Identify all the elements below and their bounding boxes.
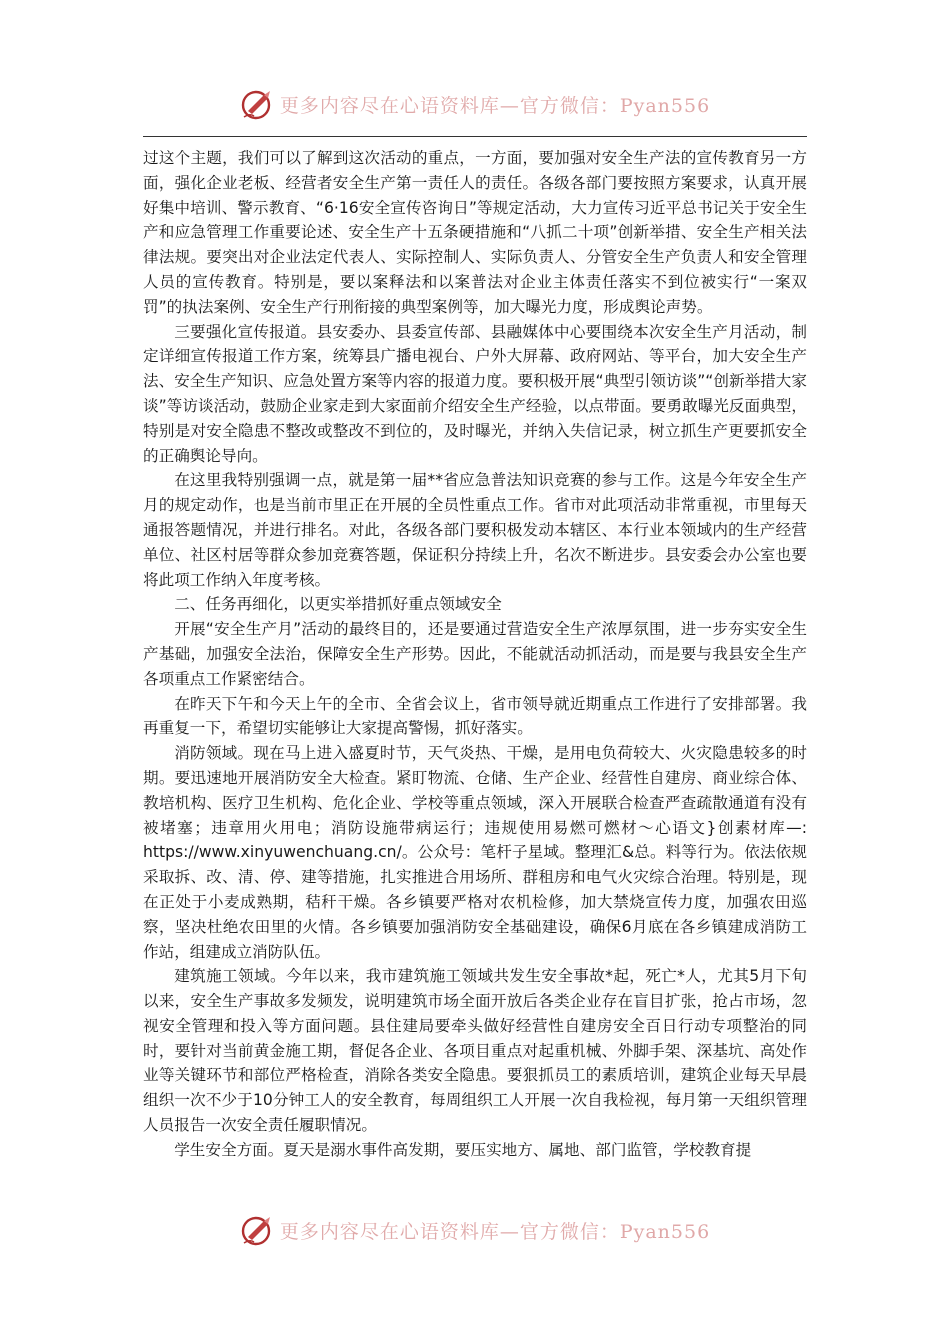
paragraph: 过这个主题，我们可以了解到这次活动的重点，一方面，要加强对安全生产法的宣传教育另一方面，强化企业老板、经营者安全生产第一责任人的责任。各级各部门要按照方案要求，认真开展好集中培训、警示教育、“6·16安全宣传咨询日”等规定活动，大力宣传习近平总书记关于安全生产和应急管理工作重要论述、安全生产十五条硬措施和“八抓二十项”创新举措、安全生产相关法律法规。要突出对企业法定代表人、实际控制人、实际负责人、分管安全生产负责人和安全管理人员的宣传教育。特别是，要以案释法和以案普法对企业主体责任落实不到位被实行“一案双罚”的执法案例、安全生产行刑衔接的典型案例等，加大曝光力度，形成舆论声势。 <box>143 149 807 316</box>
pen-logo-icon <box>240 87 276 121</box>
paragraph: 三要强化宣传报道。县安委办、县委宣传部、县融媒体中心要围绕本次安全生产月活动，制定详细宣传报道工作方案，统筹县广播电视台、户外大屏幕、政府网站、等平台，加大安全生产法、安全生产知识、应急处置方案等内容的报道力度。要积极开展“典型引领访谈”“创新举措大家谈”等访谈活动，鼓励企业家走到大家面前介绍安全生产经验，以点带面。要勇敢曝光反面典型，特别是对安全隐患不整改或整改不到位的，及时曝光，并纳入失信记录，树立抓生产更要抓安全的正确舆论导向。 <box>143 322 807 465</box>
paragraph: 在这里我特别强调一点，就是第一届**省应急普法知识竞赛的参与工作。这是今年安全生产月的规定动作，也是当前市里正在开展的全员性重点工作。省市对此项活动非常重视，市里每天通报答题情况，并进行排名。对此，各级各部门要积极发动本辖区、本行业本领域内的生产经营单位、社区村居等群众参加竞赛答题，保证积分持续上升，名次不断进步。县安委会办公室也要将此项工作纳入年度考核。 <box>143 471 807 589</box>
header-divider <box>143 136 807 137</box>
section-heading: 二、任务再细化，以更实举措抓好重点领域安全 <box>174 595 502 614</box>
header-banner <box>0 84 950 124</box>
banner-text: 更多内容尽在心语资料库—官方微信：Pyan556 <box>279 1220 711 1243</box>
banner-text: 更多内容尽在心语资料库—官方微信：Pyan556 <box>279 94 711 117</box>
paragraph: 建筑施工领域。今年以来，我市建筑施工领域共发生安全事故*起，死亡*人，尤其5月下旬以来，安全生产事故多发频发，说明建筑市场全面开放后各类企业存在盲目扩张，抢占市场，忽视安全管理和投入等方面问题。县住建局要牵头做好经营性自建房安全百日行动专项整治的同时，要针对当前黄金施工期，督促各企业、各项目重点对起重机械、外脚手架、深基坑、高处作业等关键环节和部位严格检查，消除各类安全隐患。要狠抓员工的素质培训，建筑企业每天早晨组织一次不少于10分钟工人的安全教育，每周组织工人开展一次自我检视，每月第一天组织管理人员报告一次安全责任履职情况。 <box>143 967 807 1135</box>
footer-banner <box>0 1210 950 1250</box>
document-body <box>143 146 807 1163</box>
paragraph: 消防领域。现在马上进入盛夏时节，天气炎热、干燥，是用电负荷较大、火灾隐患较多的时期。要迅速地开展消防安全大检查。紧盯物流、仓储、生产企业、经营性自建房、商业综合体、教培机构、医疗卫生机构、危化企业、学校等重点领域，深入开展联合检查严查疏散通道有没有被堵塞；违章用火用电；消防设施带病运行；违规使用易燃可燃材～心语文}创素材库—: https://www.xinyuwenchuang.cn/。公众号：笔杆子星域。整理汇&总。料等行为。依法依规采取拆、改、清、停、建等措施，扎实推进合用场所、群租房和电气火灾综合治理。特别是，现在正处于小麦成熟期，秸秆干燥。各乡镇要严格对农机检修，加大禁烧宣传力度，加强农田巡察，坚决杜绝农田里的火情。各乡镇要加强消防安全基础建设，确保6月底在各乡镇建成消防工作站，组建成立消防队伍。 <box>143 744 807 961</box>
pen-logo-icon <box>240 1213 276 1247</box>
paragraph: 在昨天下午和今天上午的全市、全省会议上，省市领导就近期重点工作进行了安排部署。我再重复一下，希望切实能够让大家提高警惕，抓好落实。 <box>143 694 807 738</box>
paragraph: 开展“安全生产月”活动的最终目的，还是要通过营造安全生产浓厚氛围，进一步夯实安全生产基础，加强安全法治，保障安全生产形势。因此，不能就活动抓活动，而是要与我县安全生产各项重点工作紧密结合。 <box>143 620 807 688</box>
paragraph: 学生安全方面。夏天是溺水事件高发期，要压实地方、属地、部门监管，学校教育提 <box>174 1140 752 1159</box>
